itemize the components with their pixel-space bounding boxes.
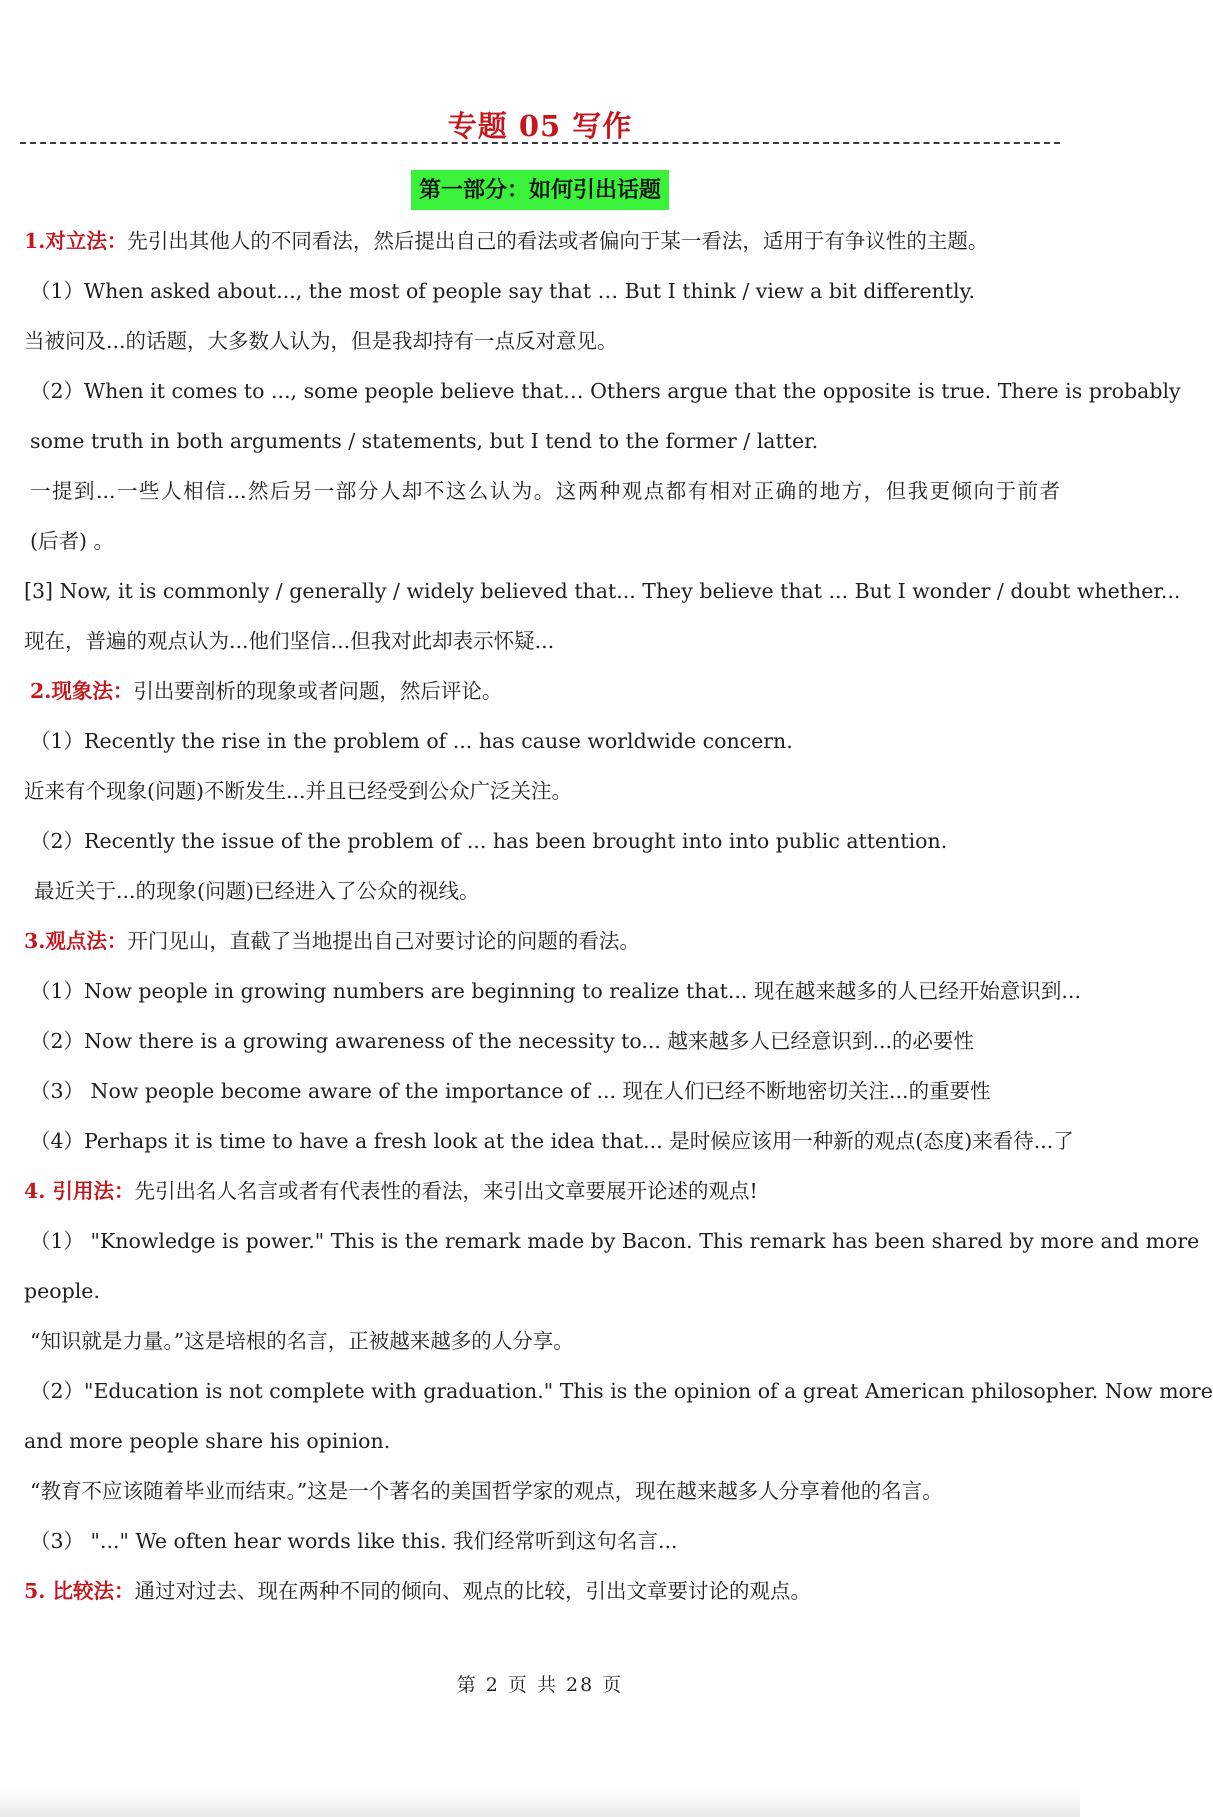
method-4-example-3: （3） "..." We often hear words like this. 我们经常听到这句名言... — [30, 1529, 678, 1553]
method-4-label: 4. 引用法： — [24, 1179, 135, 1203]
method-4-example-2-cn: “教育不应该随着毕业而结束。”这是一个著名的美国哲学家的观点，现在越来越多人分享着他的名言。 — [30, 1479, 943, 1503]
method-2-example-1-en: （1）Recently the rise in the problem of ... has cause worldwide concern. — [30, 729, 793, 753]
method-4-example-2-en-line-1: （2）"Education is not complete with graduation." This is the opinion of a great American philosopher. Now more — [30, 1379, 1213, 1403]
method-4-description: 先引出名人名言或者有代表性的看法，来引出文章要展开论述的观点! — [134, 1179, 758, 1203]
document-body — [24, 216, 1213, 1616]
method-2-heading-line — [24, 666, 1060, 716]
method-3-example-4: （4）Perhaps it is time to have a fresh look at the idea that... 是时候应该用一种新的观点(态度)来看待...了 — [30, 1129, 1074, 1153]
method-1-example-2-cn-line-1: 一提到...一些人相信...然后另一部分人却不这么认为。这两种观点都有相对正确的地方，但我更倾向于前者 — [30, 479, 1060, 503]
document-title: 专题 05 写作 — [447, 109, 633, 143]
method-4-example-1-en-line-2: people. — [24, 1279, 100, 1303]
method-2-description: 引出要剖析的现象或者问题，然后评论。 — [133, 679, 503, 703]
method-1-example-1-en: （1）When asked about..., the most of people say that … But I think / view a bit differently. — [30, 279, 975, 303]
method-4-example-1-en-line-1: （1） "Knowledge is power." This is the remark made by Bacon. This remark has been shared by more and more — [30, 1229, 1200, 1253]
scan-edge-shading — [0, 1787, 1080, 1817]
method-3-example-1: （1）Now people in growing numbers are beginning to realize that... 现在越来越多的人已经开始意识到... — [30, 979, 1081, 1003]
method-1-example-2-en-line-1: （2）When it comes to ..., some people believe that… Others argue that the opposite is true. There is probably — [30, 379, 1181, 403]
method-3-heading-line — [24, 916, 1060, 966]
method-1-example-2-cn-line-2: (后者) 。 — [30, 529, 115, 553]
method-2-example-2-en: （2）Recently the issue of the problem of ... has been brought into into public attention. — [30, 829, 948, 853]
section-heading-container — [0, 170, 1080, 210]
section-heading: 第一部分：如何引出话题 — [411, 170, 669, 210]
method-3-example-2: （2）Now there is a growing awareness of the necessity to... 越来越多人已经意识到...的必要性 — [30, 1029, 975, 1053]
method-4-example-2-en-line-2: and more people share his opinion. — [24, 1429, 391, 1453]
method-1-example-3-en: [3] Now, it is commonly / generally / widely believed that... They believe that ... But I wonder / doubt whether... — [24, 579, 1181, 603]
method-5-label: 5. 比较法： — [24, 1579, 135, 1603]
title-divider — [20, 142, 1060, 144]
method-1-example-2-en-line-2: some truth in both arguments / statements, but I tend to the former / latter. — [30, 429, 819, 453]
method-1-example-3-cn: 现在，普遍的观点认为...他们坚信...但我对此却表示怀疑... — [24, 629, 555, 653]
method-1-heading-line — [24, 216, 1060, 266]
method-2-example-2-cn: 最近关于...的现象(问题)已经进入了公众的视线。 — [34, 879, 480, 903]
method-3-description: 开门见山，直截了当地提出自己对要讨论的问题的看法。 — [127, 929, 640, 953]
method-3-example-3: （3） Now people become aware of the importance of ... 现在人们已经不断地密切关注...的重要性 — [30, 1079, 991, 1103]
method-1-label: 1.对立法： — [24, 229, 128, 253]
method-5-description: 通过对过去、现在两种不同的倾向、观点的比较，引出文章要讨论的观点。 — [134, 1579, 812, 1603]
method-5-heading-line — [24, 1566, 1060, 1616]
method-1-description: 先引出其他人的不同看法，然后提出自己的看法或者偏向于某一看法，适用于有争议性的主题。 — [127, 229, 989, 253]
method-3-label: 3.观点法： — [24, 929, 128, 953]
page-number-footer: 第 2 页 共 28 页 — [456, 1674, 624, 1696]
method-1-example-1-cn: 当被问及...的话题，大多数人认为，但是我却持有一点反对意见。 — [24, 329, 618, 353]
method-4-example-1-cn: “知识就是力量。”这是培根的名言，正被越来越多的人分享。 — [30, 1329, 574, 1353]
method-2-example-1-cn: 近来有个现象(问题)不断发生...并且已经受到公众广泛关注。 — [24, 779, 573, 803]
method-2-label: 2.现象法： — [30, 679, 134, 703]
method-4-heading-line — [24, 1166, 1060, 1216]
